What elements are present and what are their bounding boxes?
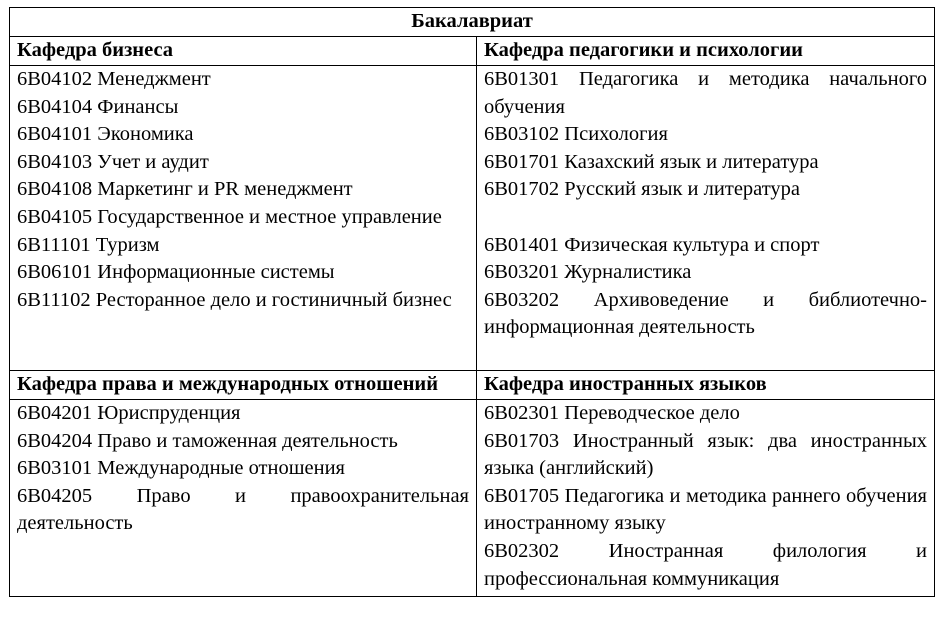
department-header-row: [10, 37, 935, 66]
department-header-row: [10, 371, 935, 400]
program-entry: 6В04204 Право и таможенная деятельность: [17, 429, 398, 452]
program-entry: 6В01701 Казахский язык и литература: [484, 150, 819, 173]
programs-law: [10, 400, 477, 597]
table-title: Бакалавриат: [10, 8, 935, 37]
program-entry: 6В03101 Международные отношения: [17, 457, 345, 480]
table-title-row: [10, 8, 935, 37]
blank-line: [484, 204, 927, 232]
program-entry: 6В11101 Туризм: [17, 233, 160, 256]
program-entry: 6В04104 Финансы: [17, 95, 179, 118]
programs-row: [10, 400, 935, 597]
program-entry: 6В04201 Юриспруденция: [17, 402, 241, 424]
program-entry: 6В02301 Переводческое дело: [484, 402, 740, 424]
program-entry: 6В06101 Информационные системы: [17, 261, 335, 284]
program-entry: 6В02302 Иностранная филология и профессиональная коммуникация: [484, 539, 927, 590]
program-entry: 6В04103 Учет и аудит: [17, 150, 209, 173]
department-header-business: Кафедра бизнеса: [10, 37, 477, 66]
department-header-languages: Кафедра иностранных языков: [477, 371, 935, 400]
program-entry: 6В04205 Право и правоохранительная деятельность: [17, 484, 469, 535]
department-header-pedagogy: Кафедра педагогики и психологии: [477, 37, 935, 66]
program-entry: 6В04101 Экономика: [17, 123, 194, 146]
programs-pedagogy: [477, 66, 935, 371]
department-header-law: Кафедра права и международных отношений: [10, 371, 477, 400]
program-entry: 6В01401 Физическая культура и спорт: [484, 233, 820, 256]
program-entry: 6В01301 Педагогика и методика начального обучения: [484, 68, 927, 118]
program-entry: 6В04102 Менеджмент: [17, 68, 211, 90]
program-entry: 6В11102 Ресторанное дело и гостиничный бизнес: [17, 288, 452, 311]
program-entry: 6В03102 Психология: [484, 123, 668, 146]
program-entry: 6В04105 Государственное и местное управление: [17, 205, 442, 228]
program-entry: 6В03202 Архивоведение и библиотечно-информационная деятельность: [484, 288, 927, 339]
programs-row: [10, 66, 935, 371]
programs-languages: [477, 400, 935, 597]
program-entry: 6В01702 Русский язык и литература: [484, 178, 801, 201]
program-entry: 6В03201 Журналистика: [484, 261, 692, 284]
program-entry: 6В04108 Маркетинг и PR менеджмент: [17, 178, 353, 201]
program-entry: 6В01705 Педагогика и методика раннего обучения иностранному языку: [484, 484, 927, 535]
program-entry: 6В01703 Иностранный язык: два иностранных языка (английский): [484, 429, 927, 480]
programs-business: [10, 66, 477, 371]
programs-table: [9, 7, 935, 597]
